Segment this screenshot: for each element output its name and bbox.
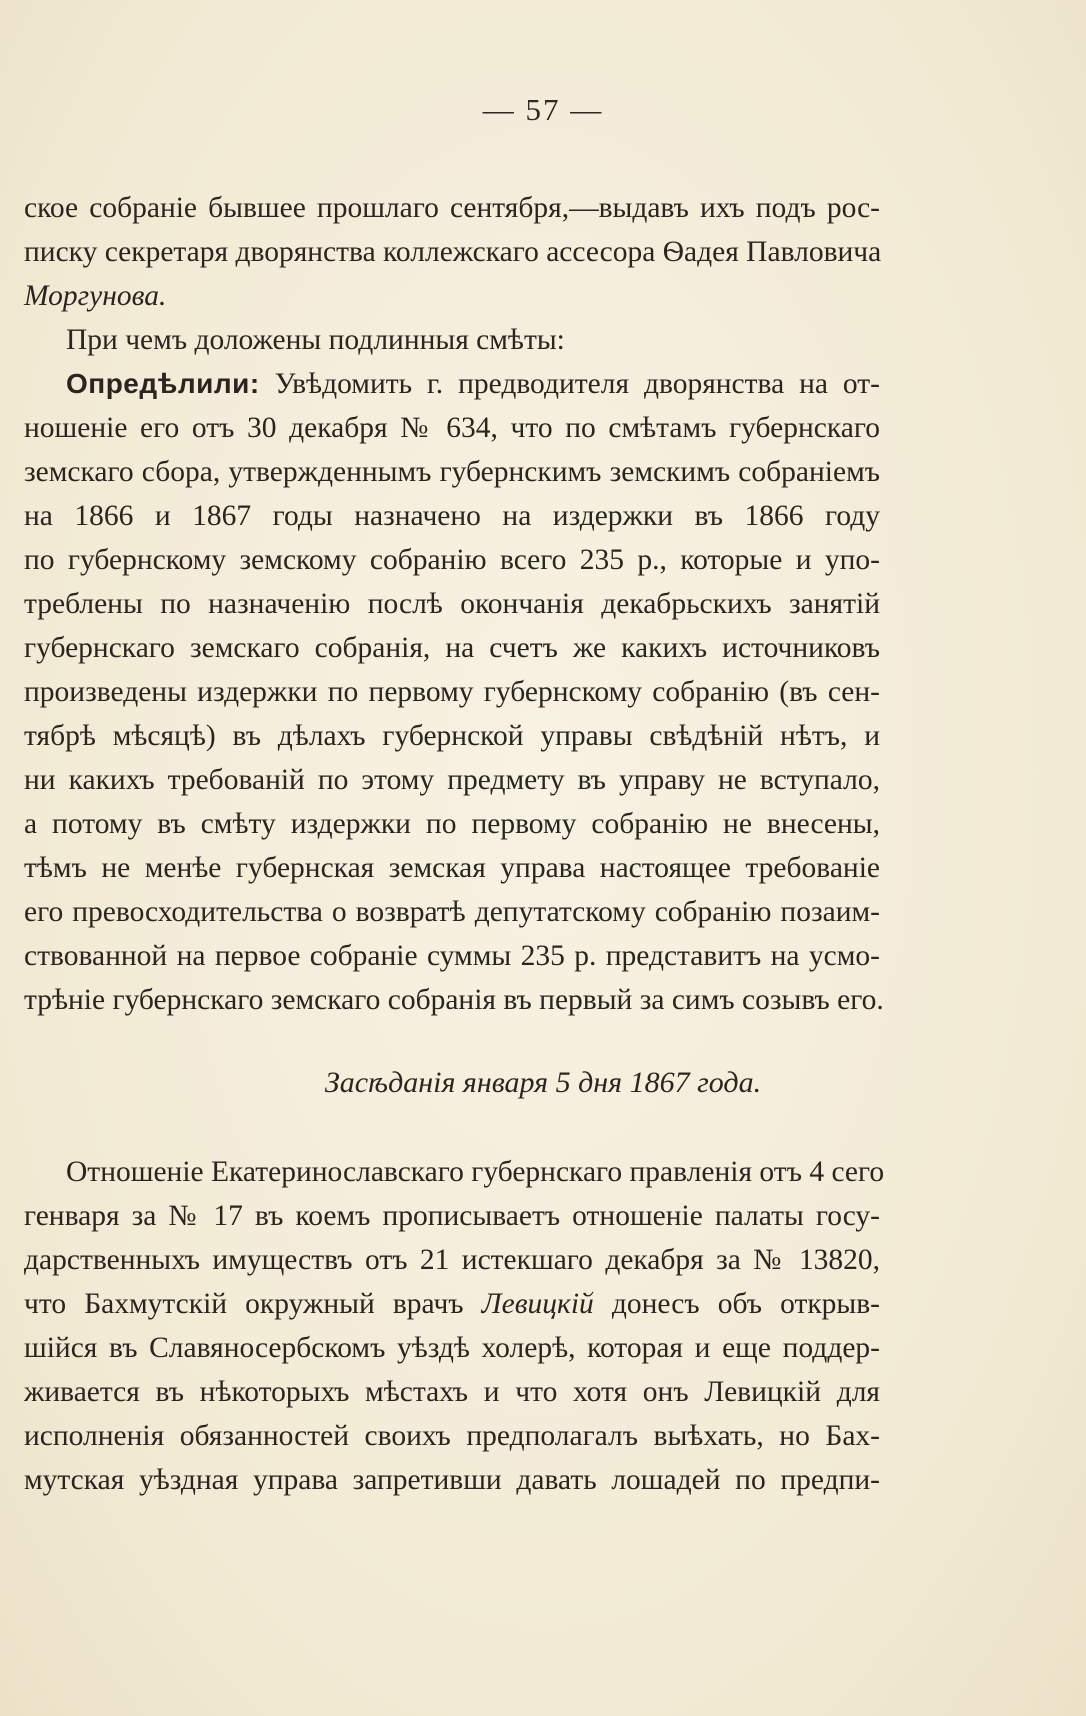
text-line: ни какихъ требованій по этому предмету въ управу не вступало, bbox=[24, 764, 880, 796]
text-block-upper bbox=[24, 186, 884, 1022]
text-line-doctor bbox=[24, 1282, 880, 1326]
text-line: трѣніе губернскаго земскаго собранія въ первый за симъ созывъ его. bbox=[24, 984, 884, 1016]
text-span: Увѣдомить г. предводителя дворянства на от- bbox=[259, 368, 880, 400]
text-line: мутская уѣздная управа запретивши давать лошадей по предпи- bbox=[24, 1464, 880, 1496]
text-line: писку секретаря дворянства коллежскаго ассесора Ѳадея Павловича bbox=[24, 236, 882, 268]
text-line-resolution bbox=[24, 362, 880, 406]
text-line: на 1866 и 1867 годы назначено на издержки въ 1866 году bbox=[24, 500, 880, 532]
text-line: ское собраніе бывшее прошлаго сентября,—выдавъ ихъ подъ рос- bbox=[24, 192, 880, 224]
text-line-name: Моргунова. bbox=[24, 280, 167, 312]
text-line: тябрѣ мѣсяцѣ) въ дѣлахъ губернской управы свѣдѣній нѣтъ, и bbox=[24, 720, 880, 752]
text-line: земскаго сбора, утвержденнымъ губернскимъ земскимъ собраніемъ bbox=[24, 456, 880, 488]
text-line: произведены издержки по первому губернскому собранію (въ сен- bbox=[24, 676, 880, 708]
text-line: исполненія обязанностей своихъ предполагалъ выѣхать, но Бах- bbox=[24, 1420, 880, 1452]
page-number: — 57 — bbox=[482, 92, 604, 127]
text-line: генваря за № 17 въ коемъ прописываетъ отношеніе палаты госу- bbox=[24, 1200, 880, 1232]
text-line: его превосходительства о возвратѣ депутатскому собранію позаим- bbox=[24, 896, 880, 928]
text-line: а потому въ смѣту издержки по первому собранію не внесены, bbox=[24, 808, 880, 840]
text-line: Отношеніе Екатеринославскаго губернскаго правленія отъ 4 сего bbox=[66, 1156, 885, 1188]
text-line: При чемъ доложены подлинныя смѣты: bbox=[66, 324, 565, 356]
resolution-label: Опредѣлили: bbox=[66, 368, 260, 399]
text-line: по губернскому земскому собранію всего 235 р., которые и упо- bbox=[24, 544, 880, 576]
text-line: живается въ нѣкоторыхъ мѣстахъ и что хотя онъ Левицкій для bbox=[24, 1376, 880, 1408]
text-line: шійся въ Славяносербскомъ уѣздѣ холерѣ, которая и еще поддер- bbox=[24, 1332, 880, 1364]
text-block-lower bbox=[24, 1150, 885, 1502]
text-line: тѣмъ не менѣе губернская земская управа настоящее требованіе bbox=[24, 852, 880, 884]
doctor-name: Левицкій bbox=[481, 1288, 594, 1320]
session-heading: Засѣданія января 5 дня 1867 года. bbox=[324, 1066, 762, 1099]
text-line: треблены по назначенію послѣ окончанія декабрьскихъ занятій bbox=[24, 588, 880, 620]
text-span: донесъ объ открыв- bbox=[593, 1288, 880, 1320]
text-line: дарственныхъ имуществъ отъ 21 истекшаго декабря за № 13820, bbox=[24, 1244, 880, 1276]
text-line: губернскаго земскаго собранія, на счетъ же какихъ источниковъ bbox=[24, 632, 880, 664]
text-line: ствованной на первое собраніе суммы 235 р. представитъ на усмо- bbox=[24, 940, 880, 972]
text-line: ношеніе его отъ 30 декабря № 634, что по смѣтамъ губернскаго bbox=[24, 412, 880, 444]
text-span: что Бахмутскій окружный врачъ bbox=[24, 1288, 482, 1320]
